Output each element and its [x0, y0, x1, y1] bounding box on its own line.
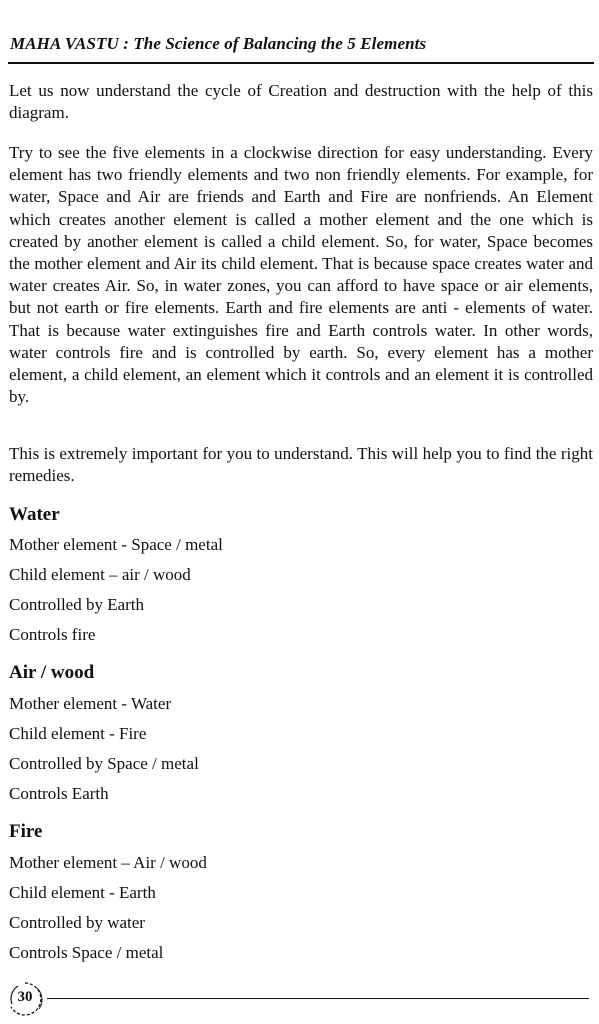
header-rule: [8, 62, 594, 64]
footer-rule: [47, 998, 589, 999]
page-number-badge: [6, 980, 44, 1018]
list-item: Controls Earth: [9, 784, 109, 803]
section-heading-air-wood: Air / wood: [9, 662, 95, 683]
section-heading-water: Water: [9, 504, 60, 525]
list-item: Mother element - Space / metal: [9, 535, 223, 554]
list-item: Controls fire: [9, 625, 96, 644]
list-item: Mother element – Air / wood: [9, 853, 207, 872]
section-heading-fire: Fire: [9, 821, 43, 842]
page-number: 30: [17, 989, 33, 1005]
list-item: Controlled by water: [9, 913, 145, 932]
list-item: Controls Space / metal: [9, 943, 164, 962]
list-item: Controlled by Earth: [9, 595, 145, 614]
running-head: MAHA VASTU : The Science of Balancing the 5 Elements: [10, 34, 427, 53]
list-item: Child element - Fire: [9, 724, 147, 743]
list-item: Child element – air / wood: [9, 565, 191, 584]
list-item: Child element - Earth: [9, 883, 156, 902]
explanation-paragraph: Try to see the five elements in a clockwise direction for easy understanding. Every element has two friendly elements and two non friendly elements. For example, for water, Space and Air are friends and Earth and Fire are nonfriends. An Element which creates another element is called a mother element and the one which is created by another element is called a child element. So, for water, Space becomes the mother element and Air its child element. That is because space creates water and water creates Air. So, in water zones, you can afford to have space or air elements, but not earth or fire elements. Earth and fire elements are anti - elements of water. That is because water extinguishes fire and Earth controls water. In other words, water controls fire and is controlled by earth. So, every element has a mother element, a child element, an element which it controls and an element it is controlled by.: [9, 143, 593, 407]
list-item: Controlled by Space / metal: [9, 754, 199, 773]
list-item: Mother element - Water: [9, 694, 172, 713]
intro-paragraph: Let us now understand the cycle of Creation and destruction with the help of this diagram.: [9, 81, 593, 123]
importance-paragraph: This is extremely important for you to understand. This will help you to find the right remedies.: [9, 444, 593, 486]
